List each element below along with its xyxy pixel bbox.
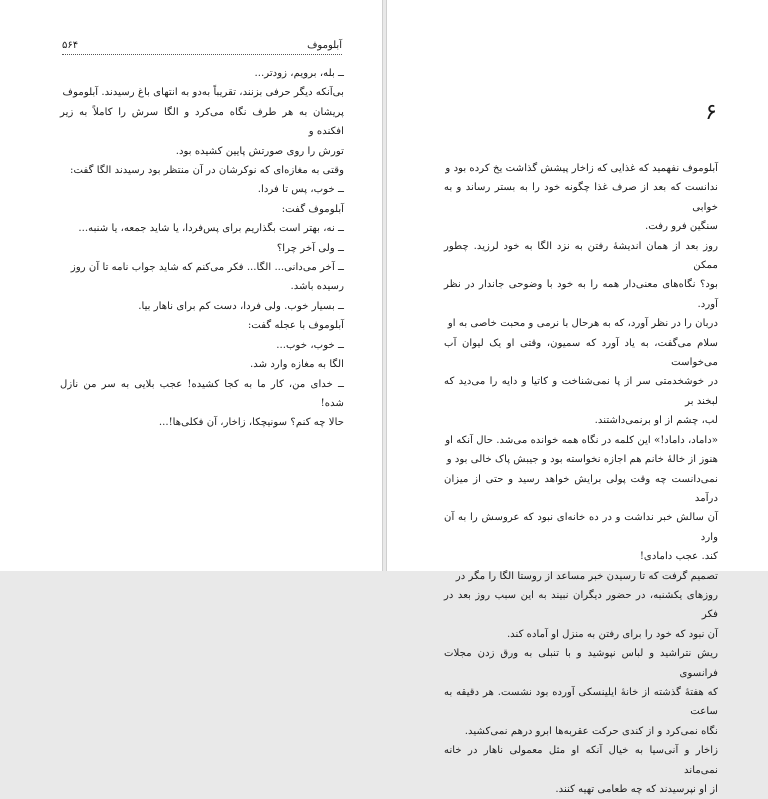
header-divider: [62, 54, 342, 55]
text-line: پریشان به هر طرف نگاه می‌کرد و الگا سرش را کاملاً به زیر افکنده و: [60, 106, 344, 138]
left-page-body: [60, 64, 344, 433]
page-number: ۵۶۴: [62, 40, 79, 51]
text-line: آن سالش خبر نداشت و در ده خانه‌ای نبود که عروسش را به آن وارد: [444, 512, 718, 543]
text-line: نگاه نمی‌کرد و از کندی حرکت عقربه‌ها ابرو درهم نمی‌کشید.: [464, 725, 718, 737]
text-line: ــ خوب، خوب...: [276, 339, 344, 351]
text-line: سنگین فرو رفت.: [645, 221, 718, 233]
text-line: روزهای یکشنبه، در حضور دیگران نبیند به این سبب روز بعد در فکر: [444, 589, 718, 621]
text-line: نمی‌دانست چه وقت پولی برایش خواهد رسید و حتی از میزان درآمد: [444, 473, 718, 504]
text-line: بود؟ نگاه‌های معنی‌دار همه را به خود با وضوحی جاندار در نظر آورد.: [444, 279, 718, 310]
text-line: دربان را در نظر آورد، که به هرحال با نرمی و محبت خاصی به او: [447, 318, 718, 330]
text-line: ریش نتراشید و لباس نپوشید و با تنبلی به ورق زدن مجلات فرانسوی: [444, 648, 718, 679]
text-line: سلام می‌گفت، به یاد آورد که سمیون، وقتی او یک لیوان آب می‌خواست: [444, 337, 718, 369]
text-line: آبلوموف گفت:: [281, 203, 344, 215]
text-line: ــ آخر می‌دانی... الگا... فکر می‌کنم که شاید جواب نامه تا آن روز: [70, 262, 344, 274]
text-line: ندانست که بعد از صرف غذا چگونه خود را به بستر رساند و به خوابی: [444, 182, 718, 213]
text-line: آن نبود که خود را برای رفتن به منزل او آماده کند.: [506, 628, 718, 640]
text-line: زاخار و آنی‌سیا به خیال آنکه او مثل معمولی ناهار در خانه نمی‌ماند: [444, 745, 718, 776]
text-line: ــ بله، برویم، زودتر...: [254, 68, 344, 79]
left-page: [0, 0, 383, 571]
text-line: بی‌آنکه دیگر حرفی بزنند، تقریباً به‌دو به انتهای باغ رسیدند. آبلوموف: [62, 87, 344, 99]
running-header: [62, 40, 342, 54]
text-line: کند. عجب دامادی!: [639, 551, 718, 563]
right-page: [386, 0, 768, 795]
text-line: تورش را روی صورتش پایین کشیده بود.: [175, 145, 344, 157]
chapter-number: ۶: [705, 100, 717, 125]
text-line: لب، چشم از او برنمی‌داشتند.: [594, 415, 718, 427]
text-line: آبلوموف با عجله گفت:: [247, 320, 344, 332]
text-line: «داماد، داماد!» این کلمه در نگاه همه خوانده می‌شد. حال آنکه او: [445, 434, 718, 446]
text-line: تصمیم گرفت که تا رسیدن خبر مساعد از روستا الگا را مگر در: [455, 570, 718, 582]
text-line: ــ بسیار خوب. ولی فردا، دست کم برای ناهار بیا.: [138, 300, 344, 312]
text-line: از او نپرسیدند که چه طعامی تهیه کنند.: [555, 784, 718, 795]
text-line: هنوز از خالهٔ خانم هم اجازه نخواسته بود و جیبش پاک خالی بود و: [446, 454, 718, 466]
text-line: ــ خوب، پس تا فردا.: [257, 184, 344, 196]
text-line: وقتی به مغازه‌ای که نوکرشان در آن منتظر بود رسیدند الگا گفت:: [70, 165, 344, 177]
header-title: آبلوموف: [307, 40, 342, 51]
text-line: الگا به مغازه وارد شد.: [250, 359, 344, 371]
right-page-body: [444, 159, 718, 799]
text-line: ــ نه، بهتر است بگذاریم برای پس‌فردا، یا شاید جمعه، یا شنبه...: [78, 223, 344, 235]
text-line: آبلوموف نفهمید که غذایی که زاخار پیشش گذاشت یخ کرده بود و: [445, 163, 718, 174]
text-line: رسیده باشد.: [290, 281, 344, 293]
text-line: ــ ولی آخر چرا؟: [276, 242, 344, 254]
text-line: حالا چه کنم؟ سونیچکا، زاخار، آن فکلی‌ها!...: [158, 417, 344, 429]
text-line: ــ خدای من، کار ما به کجا کشیده! عجب بلایی به سر من نازل شده!: [60, 378, 344, 409]
text-line: که هفتهٔ گذشته از خانهٔ ایلینسکی آورده بود نشست. هر دقیقه به ساعت: [444, 686, 718, 718]
text-line: در خوشخدمتی سر از پا نمی‌شناخت و کاتیا و دایه را می‌دید که لبخند بر: [444, 376, 718, 407]
text-line: روز بعد از همان اندیشهٔ رفتن به نزد الگا به خود لرزید. چطور ممکن: [444, 240, 718, 272]
